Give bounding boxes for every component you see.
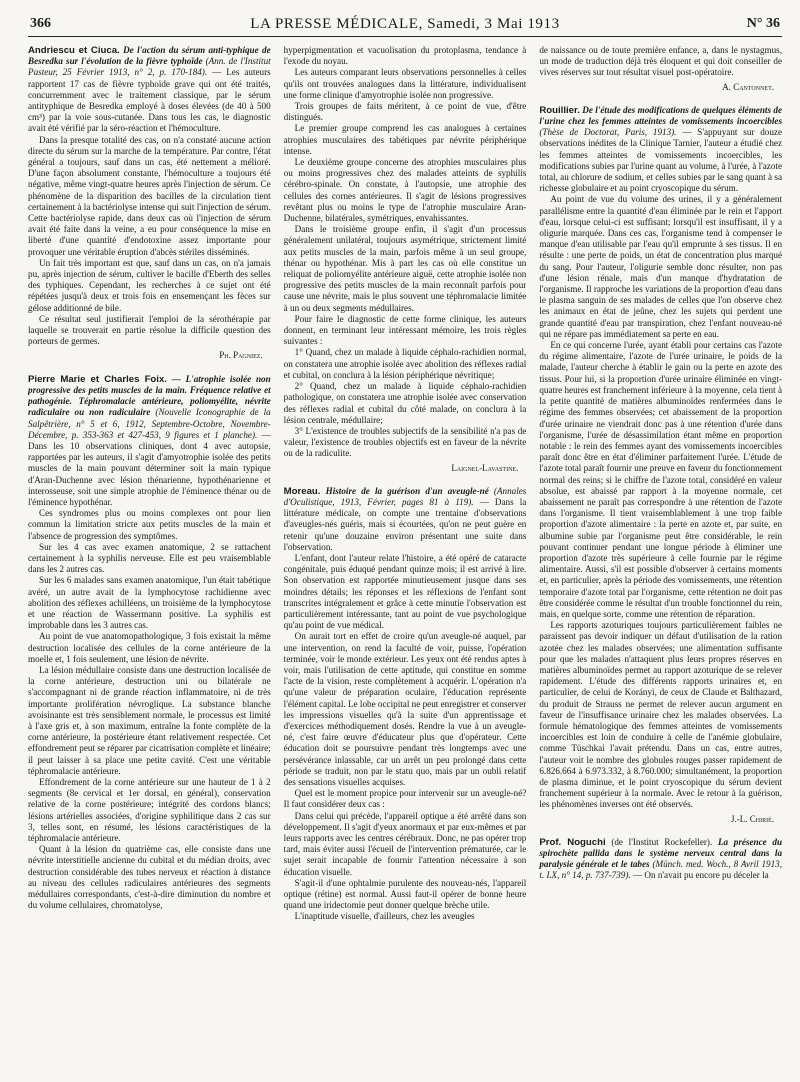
article-author: Moreau. xyxy=(283,485,321,497)
issue-number: N° 36 xyxy=(746,16,780,31)
paragraph: Dans la presque totalité des cas, on n'a constaté aucune action directe du sérum sur la marche de la température. Par contre, l'état général a toujours, sauf dans un cas, été nettement a mélioré. D'une façon absolument constante, l'hémoculture a toujours été négative, même vingt-quatre heures après l'injection de sérum. Ce phénomène de la disparition des bacilles de la circulation tient certainement à la bactériolyse intense qui suit l'injection de sérum. Cette bactériolyse rapide, dans deux cas où l'injection de sérum avait été faite dans la veine, a eu pour conséquence la mise en liberté d'une quantité d'endotoxine assez importante pour provoquer une véritable éruption d'abcès stériles disséminés. xyxy=(28,134,271,257)
paragraph: La lésion médullaire consiste dans une destruction localisée de la corne antérieure, destruction uni ou bilatérale ne s'accompagnant ni de grande réaction inflammatoire, ni de très importante prolifération névroglique. La substance blanche avoisinante est très sensiblement normale, le processus est limité à l'axe gris et, à son maximum, entraîne la fonte complète de la corne antérieure, la postérieure étant relativement respectée. Cet effondrement peut se réparer par cicatrisation complète et linéaire; il peut laisser à sa place une petite cavité. C'est une véritable téphromalacie antérieure. xyxy=(28,664,271,776)
paragraph: — Dans la littérature médicale, on compte une trentaine d'observations d'aveugles-nés guéris, mais si écourtées, qu'on ne peut guère en retenir qu'une douzaine environ présentant une suite dans l'observation. xyxy=(283,496,527,552)
paragraph: Quel est le moment propice pour intervenir sur un aveugle-né? Il faut considérer deux cas : xyxy=(283,788,527,810)
article-title: De l'action du sérum anti-typhique de Besredka sur l'évolution de la fièvre typhoïde xyxy=(28,45,271,67)
article-author: Pierre Marie et Charles Foix. xyxy=(28,373,167,385)
author-affiliation: (de l'Institut Rockefeller). xyxy=(611,836,713,847)
article-signature: J.-L. Chirié. xyxy=(731,813,775,824)
paragraph: Trois groupes de faits méritent, à ce point de vue, d'être distingués. xyxy=(283,101,527,123)
paragraph: Dans celui qui précède, l'appareil optique a été arrêté dans son développement. Il s'agit d'yeux anormaux et par eux-mêmes et par leurs rapports avec les centres cérébraux. Donc, ne pas opérer trop tard, mais éviter aussi l'écueil de l'intervention prématurée, car le sujet serait incapable de fournir l'attention nécessaire à son éducation visuelle. xyxy=(283,810,527,877)
paragraph: — Les auteurs rapportent 17 cas de fièvre typhoïde grave qui ont été traités, concurremment avec le traitement classique, par le sérum antityphique de Besredka employé à doses élevées (de 40 à 500 cm³) par la voie sous-cutanée. Dans tous les cas, le diagnostic avait été vérifié par la séro-réaction et l'hémoculture. xyxy=(28,67,271,134)
paragraph: — S'appuyant sur douze observations inédites de la Clinique Tarnier, l'auteur a étudié chez les femmes atteintes de vomissements incoercibles, les modifications subies par l'urine quant au volume, à l'urée, à l'azote total, au chlorure de sodium, et celles subies par le sang quant à sa richesse globulaire et au point cryoscopique du sérum. xyxy=(539,127,783,194)
paragraph: Sur les 4 cas avec examen anatomique, 2 se rattachent certainement à la syphilis nerveuse. Elle est peu vraisemblable dans les 2 autres cas. xyxy=(28,541,271,575)
paragraph: Ce résultat seul justifierait l'emploi de la sérothérapie par laquelle se trouverait en partie résolue la difficile question des porteurs de germes. xyxy=(28,313,271,347)
paragraph: L'inaptitude visuelle, d'ailleurs, chez les aveugles xyxy=(294,911,475,922)
paragraph: En ce qui concerne l'urée, ayant établi pour certains cas l'azote du régime alimentaire, l'azote de l'urée urinaire, le poids de la malade, l'auteur cherche à établir le gain ou la perte en azote des tissus. Pour lui, si la proportion d'urée urinaire éliminée en vingt-quatre heures est franchement inférieure à la moyenne, cela tient à la petite quantité de matières albuminoïdes renfermées dans le régime des femmes observées; cet abaissement de la proportion d'urée urinaire ne viendrait donc pas à une rétention d'urée dans l'organisme, l'urée de désassimilation étant même en proportion notable : le rein des femmes ayant des vomissements incoercibles paraît donc être en état d'éliminer parfaitement l'urée. L'étude de l'azote total paraît fournir une preuve en faveur du fonctionnement normal des reins; si le chiffre de l'azote total, considéré en valeur absolue, est abaissé par rapport à la moyenne normale, cet abaissement ne paraît pas correspondre à une rétention de l'azote dans l'organisme. Il tient vraisemblablement à une trop faible proportion d'azote alimentaire : la perte en azote et, par suite, en albumine subie par l'organisme peut être considérable, le rein pouvant continuer pendant une longue période à éliminer une proportion d'azote très supérieure à celle fournie par le régime alimentaire. Aussi, s'il est possible d'observer à certains moments et, en particulier, après la période des vomissements, une rétention temporaire d'azote total par l'organisme, cette rétention ne doit pas être considérée comme le résultat d'un trouble fonctionnel du rein, mais, en quelque sorte, comme une rétention de réparation. xyxy=(539,340,783,619)
article-moreau xyxy=(284,486,527,553)
article-title: La présence du spirochète pallida dans le système nerveux central dans la paralysie générale et le tabes xyxy=(539,836,783,870)
page-number: 366 xyxy=(30,16,51,31)
article-title: Histoire de la guérison d'un aveugle-né xyxy=(325,485,489,496)
paragraph: Effondrement de la corne antérieure sur une hauteur de 1 à 2 segments (8e cervical et 1er dorsal, en général), conservation relative de la corne postérieure; intégrité des cordons blancs; lésions artérielles associées, d'origine syphilitique dans 2 cas sur 3, telles sont, en résumé, les lésions caractéristiques de la téphromalacie antérieure. xyxy=(28,777,271,844)
article-author: Prof. Noguchi xyxy=(539,836,606,848)
paragraph: Les rapports azoturiques toujours particulièrement faibles ne paraissent pas devoir indiquer un défaut d'utilisation de la ration azotée chez les malades observées; une alimentation suffisante pour que les malades n'attaquent plus leurs propres réserves en matières albuminoïdes permet au rapport azoturique de se relever rapidement. L'étude des différents rapports urinaires et, en particulier, de celui de Korányi, de ceux de Claude et Balthazard, du produit de Strauss ne permet de relever aucun argument en faveur de l'insuffisance urinaire chez les malades observées. La formule hématologique des femmes atteintes de vomissements incoercibles est loin de conduire à celle de l'anémie globulaire, comme Tüschkai l'avait prétendu. Dans un cas, entre autres, l'auteur voit le nombre des globules rouges passer rapidement de 6.826.664 à 6.973.332, à 8.760.000; simultanément, la proportion de plasma diminue, et le point cryoscopique du sérum devient franchement supérieur à la normale. Avec le retour à la guérison, les phénomènes inverses ont été observés. xyxy=(539,620,783,810)
paragraph: 3° L'existence de troubles subjectifs de la sensibilité n'a pas de valeur, l'existence de troubles objectifs est en faveur de la névrite ou de la radiculite. xyxy=(283,425,527,459)
article-signature: Ph. Pagniez. xyxy=(219,350,263,361)
paragraph: — On n'avait pu encore pu déceler la xyxy=(632,870,769,881)
paragraph: Les auteurs comparant leurs observations personnelles à celles qu'ils ont trouvées analogues dans la littérature, individualisent une forme clinique d'amyotrophie isolée non progressive. xyxy=(283,67,527,100)
column-2 xyxy=(284,45,527,1081)
paragraph: Pour faire le diagnostic de cette forme clinique, les auteurs donnent, en terminant leur intéressant mémoire, les trois règles suivantes : xyxy=(283,313,527,347)
article-title: De l'étude des modifications de quelques éléments de l'urine chez les femmes atteintes de vomissements incoercibles xyxy=(539,104,783,127)
paragraph: 2° Quand, chez un malade à liquide céphalo-rachidien pathologique, on constatera une atrophie isolée avec conservation des réflexes radial et cubital du côté malade, on conclura à la lésion centrale, médullaire; xyxy=(283,381,527,425)
paragraph: Au point de vue anatomopathologique, 3 fois existait la même destruction localisée des cellules de la corne antérieure de la moelle et, 1 fois seulement, une lésion de névrite. xyxy=(28,631,271,664)
paragraph: hyperpigmentation et vacuolisation du protoplasma, tendance à l'exode du noyau. xyxy=(283,45,527,67)
article-andriescu xyxy=(28,45,271,135)
paragraph: L'enfant, dont l'auteur relate l'histoire, a été opéré de cataracte congénitale, puis éduqué pendant quinze mois; il est arrivé à lire. Son observation est rapportée minutieusement jusque dans ses moindres détails; les réponses et les réflexions de l'enfant sont transcrites intégralement et grâce à cette minutie l'observation est particulièrement intéressante, tant au point de vue psychologique qu'au point de vue médical. xyxy=(283,552,527,631)
article-rouillier xyxy=(539,105,782,195)
column-1 xyxy=(28,45,271,1081)
paragraph: — Dans les 10 observations cliniques, dont 4 avec autopsie, rapportées par les auteurs, il s'agit d'amyotrophie isolée des petits muscles de la main pouvant déterminer soit la main typique d'Aran-Duchenne avec lésion thénarienne, hypothénarienne et interosseuse, soit une simple atrophie de l'éminence thénar ou de l'éminence hypothénar. xyxy=(28,429,271,507)
paragraph: Le deuxième groupe concerne des atrophies musculaires plus ou moins progressives chez des malades atteints de syphilis cérébro-spinale. On constate, à l'autopsie, une atrophie des cellules des cornes antérieures. Il s'agit de lésions progressives revêtant plus ou moins le type de l'atrophie musculaire Aran-Duchenne, bilatérales, symétriques, envahissantes. xyxy=(283,157,527,224)
article-title: — L'atrophie isolée non progressive des petits muscles de la main. Fréquence relative et pathogénie. Téphromalacie antérieure, poliomyélite, névrite radiculaire ou non radiculaire xyxy=(28,373,271,418)
article-author: Andriescu et Ciuca. xyxy=(28,45,120,56)
journal-title: LA PRESSE MÉDICALE, Samedi, 3 Mai 1913 xyxy=(250,16,560,32)
paragraph: Quant à la lésion du quatrième cas, elle consiste dans une névrite interstitielle ancienne du cubital et du médian droits, avec destruction considérable des tubes nerveux et réaction à distance au niveau des cellules radiculaires antérieures des segments médullaires correspondants, c'est-à-dire diminution du nombre et du volume cellulaires, chromatolyse, xyxy=(28,844,271,911)
article-noguchi xyxy=(539,837,782,882)
article-reference: (Annales d'Oculistique, 1913, Février, pages 81 à 119). xyxy=(283,485,527,507)
article-reference: (Nouvelle Iconographie de la Salpêtrière, n° 5 et 6, 1912, Septembre-Octobre, Novembre-Décembre, p. 353-363 et 427-453, 9 figures et 1 planche). xyxy=(28,407,271,440)
article-signature: Laignel-Lavastine. xyxy=(451,462,519,473)
paragraph: Au point de vue du volume des urines, il y a généralement parallélisme entre la quantité d'eau éliminée par le rein et l'apport d'eau, lorsque celui-ci est suffisant; lorsqu'il est insuffisant, il y a oligurie marquée. Dans ces cas, l'organisme tend à compenser le manque d'eau utilisable par l'eau qu'il emprunte à ses tissus. Il en résulte : une perte de poids, un état de concentration plus marqué du sang. Pour l'auteur, l'oligurie semble donc résulter, non pas d'une lésion rénale, mais d'un manque d'hydratation de l'organisme. Il rapproche les variations de la proportion d'eau dans le plasma sanguin de ses malades de celles que l'on observe chez les animaux en état de jeûne, chez les sujets qui perdent une grande quantité d'eau par transpiration, chez l'enfant nouveau-né qui ne répare pas immédiatement sa perte en eau. xyxy=(539,194,783,339)
article-reference: (Thèse de Doctorat, Paris, 1913). xyxy=(539,127,677,138)
paragraph: Le premier groupe comprend les cas analogues à certaines atrophies musculaires des tabétiques par névrite périphérique intense. xyxy=(283,123,527,156)
page-header xyxy=(28,14,782,37)
article-marie-foix xyxy=(28,374,271,508)
paragraph: de naissance ou de toute première enfance, a, dans le nystagmus, un mode de traduction déjà très éloquent et qui doit conseiller de vives réserves sur tout résultat visuel post-opératoire. xyxy=(539,45,783,78)
article-reference: (Ann. de l'Institut Pasteur, 25 Février 1913, n° 2, p. 170-184). xyxy=(28,56,271,78)
paragraph: S'agit-il d'une ophtalmie purulente des nouveau-nés, l'appareil optique (rétine) est normal. Aussi faut-il opérer de bonne heure quand une iridectomie peut donner quelque brèche utile. xyxy=(283,877,527,911)
article-author: Rouillier. xyxy=(539,104,580,116)
paragraph: Un fait très important est que, sauf dans un cas, on n'a jamais pu, après injection de sérum, cultiver le bacille d'Eberth des selles des typhiques. Cependant, les recherches à ce sujet ont été répétées jusqu'à deux et trois fois en ensemençant les fèces sur gélose additionné de bile. xyxy=(28,257,271,313)
paragraph: 1° Quand, chez un malade à liquide céphalo-rachidien normal, on constatera une atrophie isolée avec abolition des réflexes radial et cubital, on conclura à la lésion périphérique névritique; xyxy=(283,347,527,380)
column-3 xyxy=(539,45,782,1081)
paragraph: Ces syndromes plus ou moins complexes ont pour lien commun la limitation stricte aux petits muscles de la main et l'absence de progression des symptômes. xyxy=(28,508,271,541)
article-reference: (Münch. med. Woch., 8 Avril 1913, t. LX, n° 14, p. 737-739). xyxy=(539,859,783,881)
paragraph: Sur les 6 malades sans examen anatomique, l'un était tabétique avéré, un autre avait de la lymphocytose rachidienne avec abolition des réflexes achilléens, un troisième de la lymphocytose et une réaction de Wassermann positive. La syphilis est improbable dans les 3 autres cas. xyxy=(28,575,271,631)
paragraph: Dans le troisième groupe enfin, il s'agit d'un processus généralement unilatéral, toujours asymétrique, strictement limité aux petits muscles de la main, parfois même à un seul groupe, thénar ou hypothénar. Mis à part les cas où elle constitue un reliquat de poliomyélite antérieure aiguë, cette atrophie isolée non progressive des petits muscles de la main reconnaît parfois pour cause une névrite, mais le plus souvent une téphromalacie limitée à un ou deux segments médullaires. xyxy=(283,224,527,313)
paragraph: On aurait tort en effet de croire qu'un aveugle-né auquel, par une intervention, on rend la faculté de voir, puisse, l'opération terminée, voir le monde extérieur. Les yeux ont été rendus aptes à voir, mais l'utilisation de cette aptitude, qui constitue en somme l'acte de la vision, reste complètement à acquérir. L'opération n'a qu'une valeur de préparation oculaire, l'éducation représente l'élément capital. Le lobe occipital ne peut enregistrer et conserver les impressions visuelles qu'à la suite d'un apprentissage et d'exercices méthodiquement dosés. Rendre la vue à un aveugle-né, c'est faire œuvre d'éducateur plus que d'opérateur. Cette éducation doit se poursuivre pendant très longtemps avec une persévérance inlassable, car un arrêt un peu prolongé dans cette période se traduit, non par le statu quo, mais par un oubli relatif des sensations visuelles acquises. xyxy=(283,631,527,787)
article-signature: A. Cantonnet. xyxy=(722,81,775,92)
